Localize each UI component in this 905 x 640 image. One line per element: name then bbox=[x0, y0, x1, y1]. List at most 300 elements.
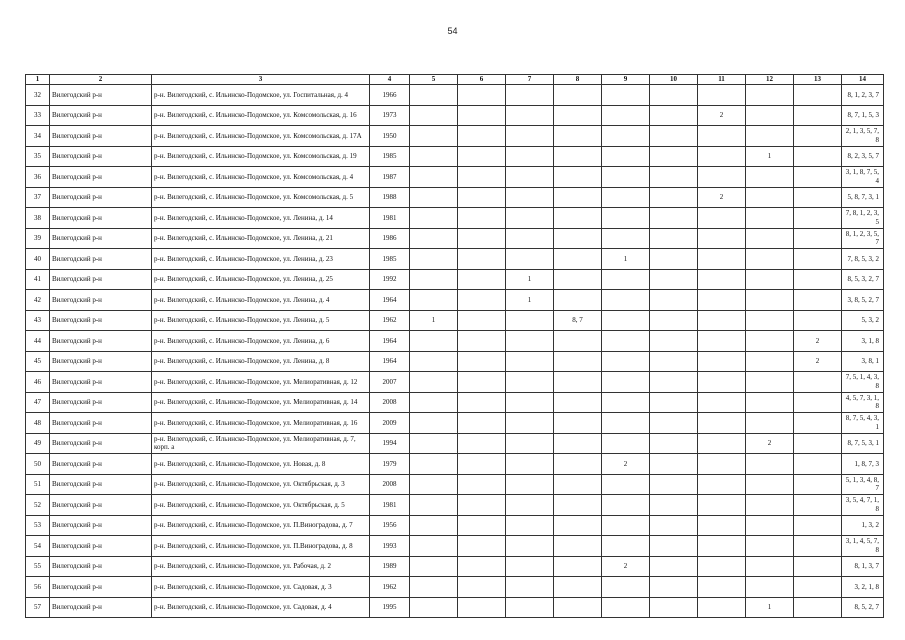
table-row bbox=[26, 454, 884, 475]
col14-cell: 8, 5, 2, 7 bbox=[842, 597, 884, 618]
col12-cell bbox=[746, 474, 794, 495]
year-cell: 1964 bbox=[370, 331, 410, 352]
col8-cell bbox=[554, 290, 602, 311]
row-number-cell: 45 bbox=[26, 351, 50, 372]
col14-cell: 5, 3, 2 bbox=[842, 310, 884, 331]
col9-cell bbox=[602, 126, 650, 147]
col10-cell bbox=[650, 597, 698, 618]
col12-cell bbox=[746, 495, 794, 516]
col12-cell bbox=[746, 454, 794, 475]
col5-cell bbox=[410, 392, 458, 413]
row-number-cell: 39 bbox=[26, 228, 50, 249]
col14-cell: 1, 3, 2 bbox=[842, 515, 884, 536]
col12-cell bbox=[746, 392, 794, 413]
col14-cell: 3, 2, 1, 8 bbox=[842, 577, 884, 598]
column-header: 5 bbox=[410, 75, 458, 85]
col7-cell: 1 bbox=[506, 269, 554, 290]
district-cell: Вилегодский р-н bbox=[50, 85, 152, 106]
year-cell: 2007 bbox=[370, 372, 410, 393]
col6-cell bbox=[458, 249, 506, 270]
col9-cell bbox=[602, 146, 650, 167]
col7-cell bbox=[506, 536, 554, 557]
col14-cell: 8, 5, 3, 2, 7 bbox=[842, 269, 884, 290]
col14-cell: 2, 1, 3, 5, 7, 8 bbox=[842, 126, 884, 147]
col13-cell bbox=[794, 454, 842, 475]
column-header: 12 bbox=[746, 75, 794, 85]
col13-cell: 2 bbox=[794, 351, 842, 372]
district-cell: Вилегодский р-н bbox=[50, 146, 152, 167]
col10-cell bbox=[650, 290, 698, 311]
col10-cell bbox=[650, 454, 698, 475]
table-row bbox=[26, 556, 884, 577]
row-number-cell: 54 bbox=[26, 536, 50, 557]
col11-cell bbox=[698, 495, 746, 516]
col13-cell bbox=[794, 249, 842, 270]
address-cell: р-н. Вилегодский, с. Ильинско-Подомское, ул. Мелиоративная, д. 16 bbox=[152, 413, 370, 434]
district-cell: Вилегодский р-н bbox=[50, 454, 152, 475]
col9-cell: 2 bbox=[602, 556, 650, 577]
col14-cell: 8, 2, 3, 5, 7 bbox=[842, 146, 884, 167]
col7-cell bbox=[506, 187, 554, 208]
district-cell: Вилегодский р-н bbox=[50, 556, 152, 577]
table-row bbox=[26, 126, 884, 147]
col10-cell bbox=[650, 556, 698, 577]
table-row bbox=[26, 351, 884, 372]
table-row bbox=[26, 249, 884, 270]
col10-cell bbox=[650, 85, 698, 106]
table-row bbox=[26, 474, 884, 495]
col6-cell bbox=[458, 126, 506, 147]
district-cell: Вилегодский р-н bbox=[50, 290, 152, 311]
district-cell: Вилегодский р-н bbox=[50, 392, 152, 413]
col10-cell bbox=[650, 269, 698, 290]
col6-cell bbox=[458, 495, 506, 516]
col10-cell bbox=[650, 228, 698, 249]
col8-cell bbox=[554, 413, 602, 434]
col11-cell bbox=[698, 269, 746, 290]
table-row bbox=[26, 331, 884, 352]
year-cell: 1979 bbox=[370, 454, 410, 475]
district-cell: Вилегодский р-н bbox=[50, 187, 152, 208]
table-row bbox=[26, 208, 884, 229]
district-cell: Вилегодский р-н bbox=[50, 105, 152, 126]
row-number-cell: 50 bbox=[26, 454, 50, 475]
col6-cell bbox=[458, 515, 506, 536]
col12-cell bbox=[746, 249, 794, 270]
year-cell: 1981 bbox=[370, 208, 410, 229]
row-number-cell: 55 bbox=[26, 556, 50, 577]
col8-cell bbox=[554, 556, 602, 577]
col12-cell bbox=[746, 351, 794, 372]
district-cell: Вилегодский р-н bbox=[50, 208, 152, 229]
column-header: 6 bbox=[458, 75, 506, 85]
table-row bbox=[26, 597, 884, 618]
col14-cell: 7, 5, 1, 4, 3, 8 bbox=[842, 372, 884, 393]
col6-cell bbox=[458, 85, 506, 106]
col11-cell bbox=[698, 392, 746, 413]
col5-cell bbox=[410, 269, 458, 290]
row-number-cell: 52 bbox=[26, 495, 50, 516]
column-header: 10 bbox=[650, 75, 698, 85]
district-cell: Вилегодский р-н bbox=[50, 372, 152, 393]
col5-cell bbox=[410, 536, 458, 557]
district-cell: Вилегодский р-н bbox=[50, 597, 152, 618]
address-cell: р-н. Вилегодский, с. Ильинско-Подомское, ул. Рабочая, д. 2 bbox=[152, 556, 370, 577]
col8-cell bbox=[554, 392, 602, 413]
year-cell: 1964 bbox=[370, 290, 410, 311]
table-row bbox=[26, 290, 884, 311]
col10-cell bbox=[650, 433, 698, 454]
col14-cell: 7, 8, 5, 3, 2 bbox=[842, 249, 884, 270]
col5-cell bbox=[410, 372, 458, 393]
year-cell: 1987 bbox=[370, 167, 410, 188]
col10-cell bbox=[650, 515, 698, 536]
col14-cell: 5, 1, 3, 4, 8, 7 bbox=[842, 474, 884, 495]
col11-cell bbox=[698, 126, 746, 147]
col11-cell bbox=[698, 536, 746, 557]
col14-cell: 8, 7, 5, 4, 3, 1 bbox=[842, 413, 884, 434]
col10-cell bbox=[650, 331, 698, 352]
col14-cell: 1, 8, 7, 3 bbox=[842, 454, 884, 475]
col9-cell bbox=[602, 105, 650, 126]
col5-cell bbox=[410, 105, 458, 126]
address-cell: р-н. Вилегодский, с. Ильинско-Подомское, ул. Ленина, д. 4 bbox=[152, 290, 370, 311]
col9-cell bbox=[602, 372, 650, 393]
col11-cell bbox=[698, 146, 746, 167]
col5-cell bbox=[410, 577, 458, 598]
district-cell: Вилегодский р-н bbox=[50, 331, 152, 352]
row-number-cell: 40 bbox=[26, 249, 50, 270]
address-cell: р-н. Вилегодский, с. Ильинско-Подомское, ул. Садовая, д. 4 bbox=[152, 597, 370, 618]
col11-cell bbox=[698, 249, 746, 270]
col5-cell bbox=[410, 331, 458, 352]
address-cell: р-н. Вилегодский, с. Ильинско-Подомское, ул. П.Виноградова, д. 7 bbox=[152, 515, 370, 536]
year-cell: 2008 bbox=[370, 474, 410, 495]
col8-cell bbox=[554, 105, 602, 126]
col10-cell bbox=[650, 105, 698, 126]
col12-cell bbox=[746, 331, 794, 352]
col7-cell: 1 bbox=[506, 290, 554, 311]
col14-cell: 3, 8, 5, 2, 7 bbox=[842, 290, 884, 311]
column-header: 2 bbox=[50, 75, 152, 85]
table-row bbox=[26, 413, 884, 434]
address-cell: р-н. Вилегодский, с. Ильинско-Подомское, ул. Комсомольская, д. 16 bbox=[152, 105, 370, 126]
column-header: 1 bbox=[26, 75, 50, 85]
district-cell: Вилегодский р-н bbox=[50, 228, 152, 249]
col13-cell bbox=[794, 290, 842, 311]
col9-cell: 1 bbox=[602, 249, 650, 270]
table-row bbox=[26, 433, 884, 454]
col13-cell bbox=[794, 495, 842, 516]
col12-cell bbox=[746, 126, 794, 147]
table-row bbox=[26, 269, 884, 290]
col9-cell bbox=[602, 85, 650, 106]
col10-cell bbox=[650, 310, 698, 331]
col14-cell: 7, 8, 1, 2, 3, 5 bbox=[842, 208, 884, 229]
col13-cell bbox=[794, 515, 842, 536]
col11-cell: 2 bbox=[698, 187, 746, 208]
year-cell: 1995 bbox=[370, 597, 410, 618]
district-cell: Вилегодский р-н bbox=[50, 495, 152, 516]
col8-cell bbox=[554, 187, 602, 208]
row-number-cell: 33 bbox=[26, 105, 50, 126]
col11-cell bbox=[698, 310, 746, 331]
col13-cell bbox=[794, 126, 842, 147]
table-row bbox=[26, 515, 884, 536]
row-number-cell: 37 bbox=[26, 187, 50, 208]
col12-cell bbox=[746, 556, 794, 577]
col12-cell bbox=[746, 228, 794, 249]
col14-cell: 8, 1, 3, 7 bbox=[842, 556, 884, 577]
year-cell: 1966 bbox=[370, 85, 410, 106]
col9-cell bbox=[602, 351, 650, 372]
table-row bbox=[26, 392, 884, 413]
col7-cell bbox=[506, 372, 554, 393]
column-header: 14 bbox=[842, 75, 884, 85]
district-cell: Вилегодский р-н bbox=[50, 249, 152, 270]
page-number: 54 bbox=[447, 26, 458, 36]
col9-cell bbox=[602, 310, 650, 331]
col12-cell bbox=[746, 372, 794, 393]
address-cell: р-н. Вилегодский, с. Ильинско-Подомское, ул. Ленина, д. 8 bbox=[152, 351, 370, 372]
address-cell: р-н. Вилегодский, с. Ильинско-Подомское, ул. Октябрьская, д. 3 bbox=[152, 474, 370, 495]
col10-cell bbox=[650, 495, 698, 516]
col12-cell bbox=[746, 577, 794, 598]
col13-cell bbox=[794, 433, 842, 454]
col9-cell bbox=[602, 208, 650, 229]
row-number-cell: 41 bbox=[26, 269, 50, 290]
col6-cell bbox=[458, 351, 506, 372]
col10-cell bbox=[650, 392, 698, 413]
col12-cell: 1 bbox=[746, 597, 794, 618]
year-cell: 1989 bbox=[370, 556, 410, 577]
col12-cell bbox=[746, 187, 794, 208]
address-cell: р-н. Вилегодский, с. Ильинско-Подомское, ул. Комсомольская, д. 4 bbox=[152, 167, 370, 188]
year-cell: 2008 bbox=[370, 392, 410, 413]
col6-cell bbox=[458, 372, 506, 393]
col12-cell bbox=[746, 167, 794, 188]
col8-cell bbox=[554, 433, 602, 454]
col7-cell bbox=[506, 597, 554, 618]
col13-cell bbox=[794, 392, 842, 413]
data-table bbox=[25, 74, 884, 618]
col8-cell bbox=[554, 577, 602, 598]
row-number-cell: 44 bbox=[26, 331, 50, 352]
col9-cell bbox=[602, 187, 650, 208]
col12-cell bbox=[746, 536, 794, 557]
col9-cell bbox=[602, 474, 650, 495]
table-row bbox=[26, 495, 884, 516]
col11-cell bbox=[698, 556, 746, 577]
col9-cell bbox=[602, 433, 650, 454]
col13-cell bbox=[794, 474, 842, 495]
address-cell: р-н. Вилегодский, с. Ильинско-Подомское, ул. Ленина, д. 23 bbox=[152, 249, 370, 270]
year-cell: 1964 bbox=[370, 351, 410, 372]
year-cell: 1962 bbox=[370, 310, 410, 331]
column-header: 3 bbox=[152, 75, 370, 85]
address-cell: р-н. Вилегодский, с. Ильинско-Подомское, ул. Ленина, д. 14 bbox=[152, 208, 370, 229]
col6-cell bbox=[458, 331, 506, 352]
col7-cell bbox=[506, 351, 554, 372]
col11-cell bbox=[698, 515, 746, 536]
col13-cell bbox=[794, 310, 842, 331]
col7-cell bbox=[506, 310, 554, 331]
col7-cell bbox=[506, 556, 554, 577]
col7-cell bbox=[506, 495, 554, 516]
col7-cell bbox=[506, 249, 554, 270]
col5-cell bbox=[410, 167, 458, 188]
column-header: 11 bbox=[698, 75, 746, 85]
col11-cell bbox=[698, 474, 746, 495]
col10-cell bbox=[650, 167, 698, 188]
col11-cell bbox=[698, 433, 746, 454]
col5-cell bbox=[410, 146, 458, 167]
col6-cell bbox=[458, 433, 506, 454]
col13-cell bbox=[794, 556, 842, 577]
col12-cell bbox=[746, 310, 794, 331]
col9-cell bbox=[602, 577, 650, 598]
col11-cell bbox=[698, 331, 746, 352]
address-cell: р-н. Вилегодский, с. Ильинско-Подомское, ул. Комсомольская, д. 17А bbox=[152, 126, 370, 147]
table-row bbox=[26, 146, 884, 167]
col11-cell bbox=[698, 454, 746, 475]
col11-cell: 2 bbox=[698, 105, 746, 126]
address-cell: р-н. Вилегодский, с. Ильинско-Подомское, ул. Комсомольская, д. 5 bbox=[152, 187, 370, 208]
col9-cell bbox=[602, 597, 650, 618]
col13-cell bbox=[794, 413, 842, 434]
col13-cell bbox=[794, 208, 842, 229]
col12-cell: 1 bbox=[746, 146, 794, 167]
col6-cell bbox=[458, 146, 506, 167]
col8-cell bbox=[554, 331, 602, 352]
row-number-cell: 53 bbox=[26, 515, 50, 536]
col12-cell bbox=[746, 208, 794, 229]
column-header: 7 bbox=[506, 75, 554, 85]
year-cell: 1994 bbox=[370, 433, 410, 454]
col5-cell bbox=[410, 126, 458, 147]
col6-cell bbox=[458, 187, 506, 208]
col11-cell bbox=[698, 597, 746, 618]
district-cell: Вилегодский р-н bbox=[50, 310, 152, 331]
col7-cell bbox=[506, 392, 554, 413]
district-cell: Вилегодский р-н bbox=[50, 126, 152, 147]
col10-cell bbox=[650, 536, 698, 557]
col9-cell bbox=[602, 167, 650, 188]
year-cell: 1992 bbox=[370, 269, 410, 290]
col13-cell bbox=[794, 146, 842, 167]
col12-cell bbox=[746, 290, 794, 311]
col13-cell bbox=[794, 597, 842, 618]
table-row bbox=[26, 85, 884, 106]
col9-cell bbox=[602, 495, 650, 516]
district-cell: Вилегодский р-н bbox=[50, 536, 152, 557]
col5-cell bbox=[410, 495, 458, 516]
year-cell: 1985 bbox=[370, 249, 410, 270]
column-header: 8 bbox=[554, 75, 602, 85]
row-number-cell: 42 bbox=[26, 290, 50, 311]
col8-cell bbox=[554, 372, 602, 393]
column-header: 4 bbox=[370, 75, 410, 85]
col11-cell bbox=[698, 85, 746, 106]
col6-cell bbox=[458, 454, 506, 475]
col11-cell bbox=[698, 577, 746, 598]
column-header: 13 bbox=[794, 75, 842, 85]
col5-cell bbox=[410, 515, 458, 536]
col8-cell bbox=[554, 249, 602, 270]
col14-cell: 8, 7, 5, 3, 1 bbox=[842, 433, 884, 454]
col8-cell bbox=[554, 536, 602, 557]
col5-cell bbox=[410, 290, 458, 311]
col10-cell bbox=[650, 208, 698, 229]
row-number-cell: 35 bbox=[26, 146, 50, 167]
col13-cell bbox=[794, 269, 842, 290]
col13-cell bbox=[794, 167, 842, 188]
col8-cell bbox=[554, 269, 602, 290]
col9-cell bbox=[602, 413, 650, 434]
col8-cell bbox=[554, 228, 602, 249]
table-row bbox=[26, 536, 884, 557]
year-cell: 1981 bbox=[370, 495, 410, 516]
column-header: 9 bbox=[602, 75, 650, 85]
district-cell: Вилегодский р-н bbox=[50, 515, 152, 536]
col10-cell bbox=[650, 187, 698, 208]
col7-cell bbox=[506, 208, 554, 229]
address-cell: р-н. Вилегодский, с. Ильинско-Подомское, ул. Новая, д. 8 bbox=[152, 454, 370, 475]
address-cell: р-н. Вилегодский, с. Ильинско-Подомское, ул. Мелиоративная, д. 14 bbox=[152, 392, 370, 413]
row-number-cell: 47 bbox=[26, 392, 50, 413]
col6-cell bbox=[458, 392, 506, 413]
col13-cell bbox=[794, 577, 842, 598]
col7-cell bbox=[506, 454, 554, 475]
col14-cell: 8, 7, 1, 5, 3 bbox=[842, 105, 884, 126]
address-cell: р-н. Вилегодский, с. Ильинско-Подомское, ул. Мелиоративная, д. 12 bbox=[152, 372, 370, 393]
address-cell: р-н. Вилегодский, с. Ильинско-Подомское, ул. Ленина, д. 21 bbox=[152, 228, 370, 249]
col7-cell bbox=[506, 126, 554, 147]
col10-cell bbox=[650, 146, 698, 167]
col5-cell bbox=[410, 208, 458, 229]
col9-cell bbox=[602, 269, 650, 290]
col10-cell bbox=[650, 372, 698, 393]
col13-cell bbox=[794, 536, 842, 557]
col8-cell: 8, 7 bbox=[554, 310, 602, 331]
row-number-cell: 48 bbox=[26, 413, 50, 434]
col8-cell bbox=[554, 351, 602, 372]
year-cell: 1985 bbox=[370, 146, 410, 167]
col6-cell bbox=[458, 556, 506, 577]
col7-cell bbox=[506, 433, 554, 454]
col12-cell bbox=[746, 413, 794, 434]
address-cell: р-н. Вилегодский, с. Ильинско-Подомское, ул. Ленина, д. 25 bbox=[152, 269, 370, 290]
col7-cell bbox=[506, 577, 554, 598]
col10-cell bbox=[650, 413, 698, 434]
col8-cell bbox=[554, 167, 602, 188]
col5-cell bbox=[410, 413, 458, 434]
row-number-cell: 32 bbox=[26, 85, 50, 106]
col12-cell bbox=[746, 85, 794, 106]
col12-cell bbox=[746, 269, 794, 290]
district-cell: Вилегодский р-н bbox=[50, 577, 152, 598]
row-number-cell: 49 bbox=[26, 433, 50, 454]
col12-cell bbox=[746, 515, 794, 536]
col14-cell: 3, 1, 8, 7, 5, 4 bbox=[842, 167, 884, 188]
col6-cell bbox=[458, 208, 506, 229]
col8-cell bbox=[554, 474, 602, 495]
col10-cell bbox=[650, 474, 698, 495]
row-number-cell: 51 bbox=[26, 474, 50, 495]
address-cell: р-н. Вилегодский, с. Ильинско-Подомское, ул. Ленина, д. 5 bbox=[152, 310, 370, 331]
table-body bbox=[26, 85, 884, 618]
col11-cell bbox=[698, 351, 746, 372]
